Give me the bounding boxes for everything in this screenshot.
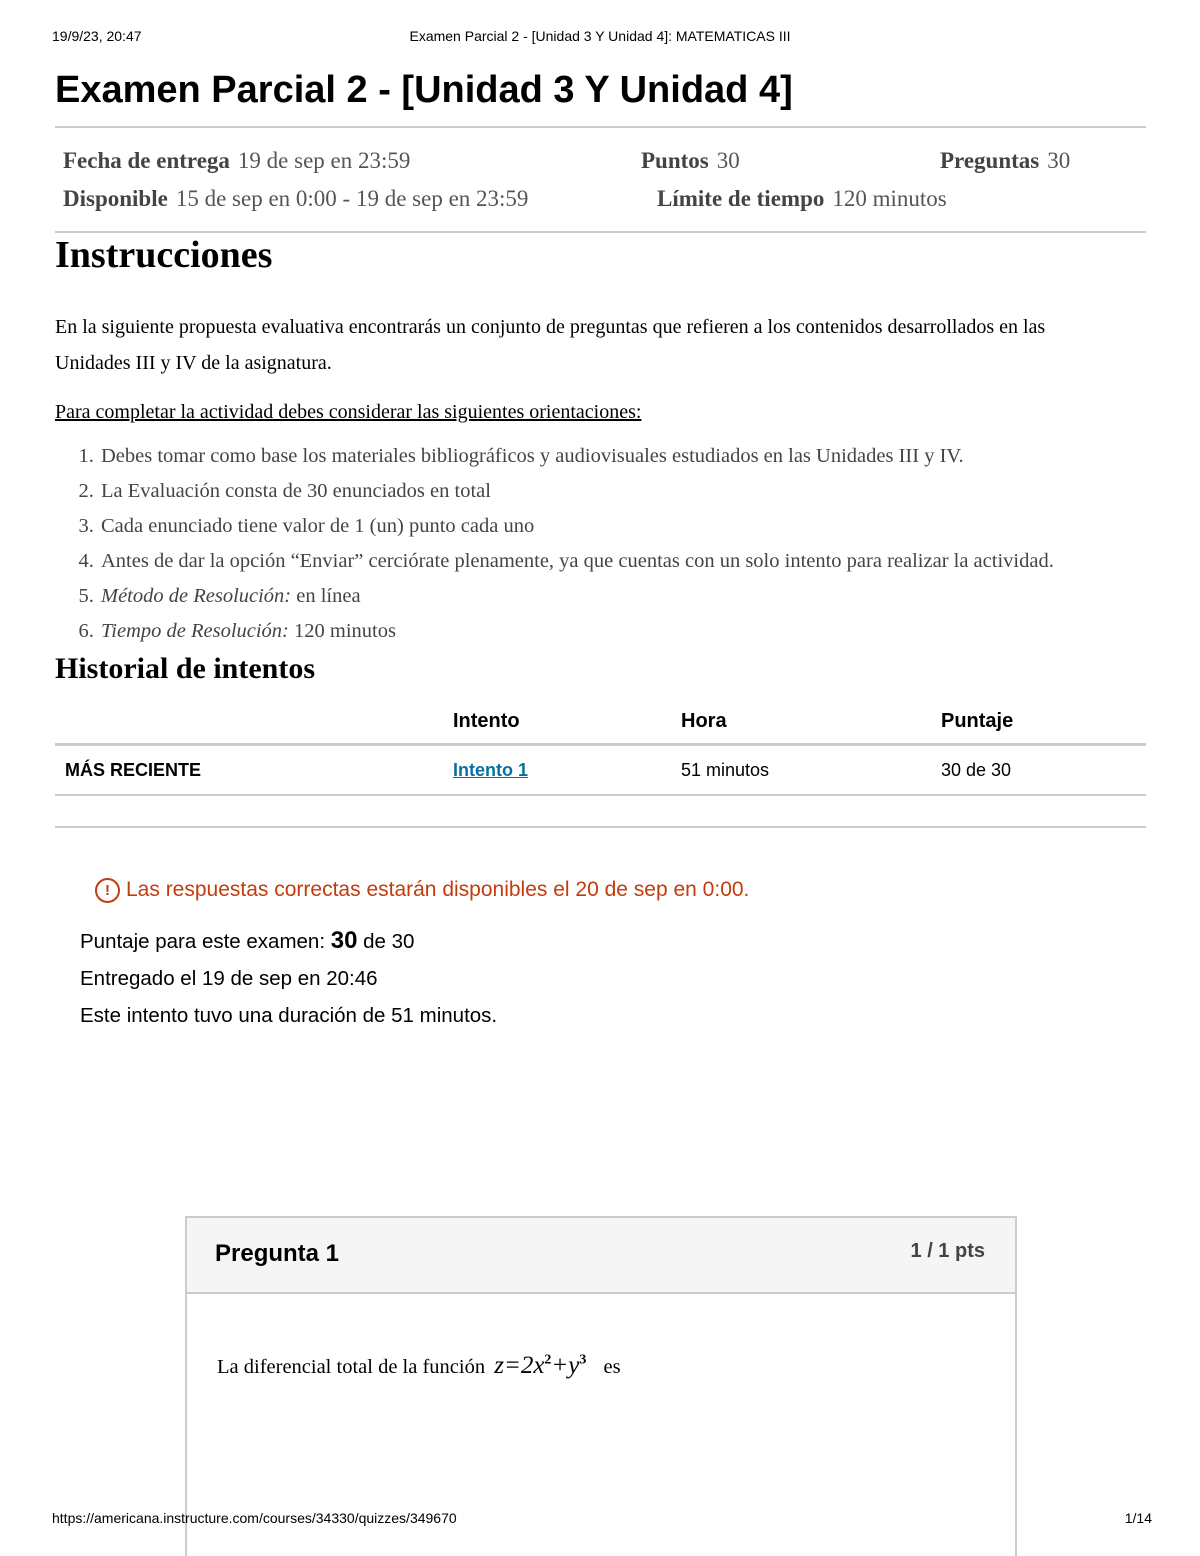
divider	[55, 826, 1146, 828]
instructions-title: Instrucciones	[55, 234, 273, 276]
due-date-label: Fecha de entrega	[63, 148, 230, 173]
score-total: de 30	[357, 930, 415, 953]
list-item: 1. Debes tomar como base los materiales bibliográficos y audiovisuales estudiados en las Unidades III y IV.	[99, 439, 1146, 474]
attempt-time: 51 minutos	[671, 745, 931, 796]
time-value: 120 minutos	[288, 620, 396, 642]
points	[641, 148, 740, 174]
score-line	[80, 922, 1146, 960]
availability	[63, 186, 528, 212]
score-summary	[80, 922, 1146, 1034]
question-card	[185, 1216, 1017, 1556]
time-limit-value: 120 minutos	[832, 186, 947, 211]
due-date	[63, 148, 410, 174]
table-header-row	[55, 699, 1146, 745]
points-value: 30	[716, 148, 740, 173]
score-label: Puntaje para este examen:	[80, 930, 331, 953]
quiz-content	[55, 62, 1146, 1034]
instructions-list	[55, 439, 1146, 649]
column-header: Intento	[443, 699, 671, 745]
table-row	[55, 745, 1146, 796]
list-item: 3. Cada enunciado tiene valor de 1 (un) punto cada uno	[99, 509, 1146, 544]
warning-icon: !	[95, 878, 120, 903]
notice-text: Las respuestas correctas estarán disponibles el 20 de sep en 0:00.	[126, 878, 750, 901]
instructions-intro: En la siguiente propuesta evaluativa encontrarás un conjunto de preguntas que refieren a los contenidos desarrollados en las Unidades III y IV de la asignatura.	[55, 316, 1046, 374]
page-title: Examen Parcial 2 - [Unidad 3 Y Unidad 4]	[55, 69, 793, 111]
question-title: Pregunta 1	[215, 1240, 340, 1267]
answers-availability-notice	[95, 876, 1146, 904]
list-item	[99, 579, 1146, 614]
question-points: 1 / 1 pts	[910, 1240, 985, 1262]
time-limit-label: Límite de tiempo	[657, 186, 825, 211]
attempt-cell	[443, 745, 671, 796]
duration-line: Este intento tuvo una duración de 51 minutos.	[80, 1004, 498, 1027]
method-label: Método de Resolución:	[101, 585, 292, 607]
instructions-orientation: Para completar la actividad debes considerar las siguientes orientaciones:	[55, 401, 642, 423]
due-date-value: 19 de sep en 23:59	[237, 148, 411, 173]
questions-value: 30	[1047, 148, 1071, 173]
print-document-title: Examen Parcial 2 - [Unidad 3 Y Unidad 4]: MATEMATICAS III	[409, 28, 791, 44]
print-header	[52, 28, 1148, 48]
score-value: 30	[330, 927, 358, 954]
attempt-status: MÁS RECIENTE	[55, 745, 443, 796]
formula-part: +y	[551, 1352, 580, 1379]
column-header: Hora	[671, 699, 931, 745]
question-text: La diferencial total de la función	[217, 1356, 486, 1378]
history-title: Historial de intentos	[55, 652, 315, 685]
column-header: Puntaje	[931, 699, 1146, 745]
availability-label: Disponible	[63, 186, 168, 211]
print-url: https://americana.instructure.com/courses/34330/quizzes/349670	[52, 1510, 457, 1526]
time-limit	[657, 186, 947, 212]
submitted-line: Entregado el 19 de sep en 20:46	[80, 967, 378, 990]
list-item	[99, 614, 1146, 649]
list-item: 2. La Evaluación consta de 30 enunciados en total	[99, 474, 1146, 509]
questions-label: Preguntas	[940, 148, 1040, 173]
formula-part: z=2x	[494, 1352, 545, 1379]
formula-exponent: 2	[544, 1352, 552, 1368]
questions-count	[940, 148, 1070, 174]
question-text-after: es	[603, 1356, 621, 1378]
question-header	[187, 1218, 1015, 1294]
print-datetime: 19/9/23, 20:47	[52, 28, 142, 44]
attempt-link[interactable]: Intento 1	[453, 759, 528, 780]
quiz-details	[55, 128, 1146, 231]
list-item: 4. Antes de dar la opción “Enviar” cerciórate plenamente, ya que cuentas con un solo intento para realizar la actividad.	[99, 544, 1146, 579]
method-value: en línea	[291, 585, 361, 607]
print-footer	[52, 1510, 1152, 1530]
points-label: Puntos	[641, 148, 709, 173]
print-page-number: 1/14	[1124, 1510, 1152, 1526]
question-body	[187, 1294, 1015, 1380]
question-formula	[494, 1352, 586, 1379]
formula-exponent: 3	[579, 1352, 587, 1368]
availability-value: 15 de sep en 0:00 - 19 de sep en 23:59	[175, 186, 529, 211]
column-header	[55, 699, 443, 745]
attempt-score: 30 de 30	[931, 745, 1146, 796]
time-label: Tiempo de Resolución:	[101, 620, 289, 642]
attempt-history-table	[55, 699, 1146, 796]
